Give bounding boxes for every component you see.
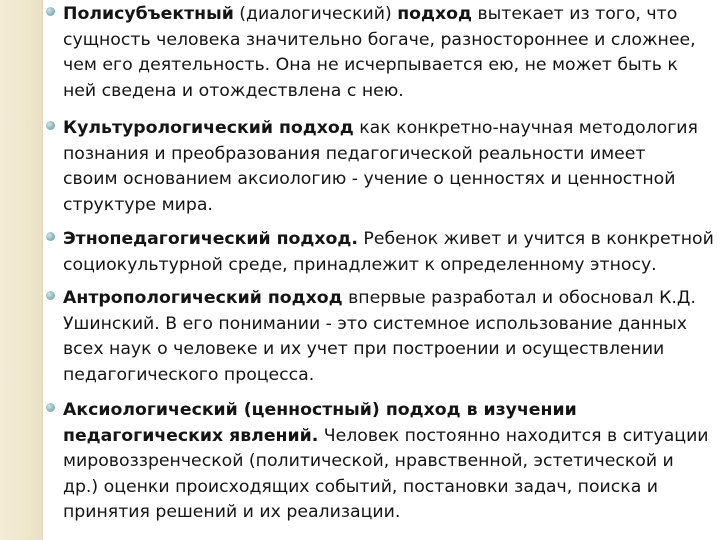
bold-text: Антропологический подход (63, 288, 343, 308)
bullet-item (63, 116, 715, 218)
body-text: сущность человека значительно богаче, разностороннее и сложнее, (63, 29, 696, 50)
text-line (63, 500, 715, 526)
decorative-side-strip (0, 0, 43, 540)
body-text: мировоззренческой (политической, нравственной, эстетической и (63, 451, 674, 471)
text-line (63, 167, 715, 193)
text-line (63, 337, 715, 363)
text-line (63, 2, 715, 28)
bullet-item (63, 286, 715, 388)
body-text: принятия решений и их реализации. (63, 502, 401, 522)
bold-text: педагогических явлений. (63, 425, 319, 446)
bold-text: Аксиологический (ценностный) подход в изучении (63, 400, 577, 420)
bullet-dot-icon (46, 403, 55, 412)
body-text: всех наук о человеке и их учет при построении и осуществлении (63, 339, 665, 359)
text-line (63, 53, 715, 79)
body-text: (диалогический) (233, 4, 398, 24)
text-line (63, 116, 715, 142)
bullet-item (63, 227, 715, 278)
text-line (63, 286, 715, 312)
text-line (63, 253, 715, 279)
bullet-item (63, 2, 715, 104)
bullet-dot-icon (46, 7, 55, 16)
text-line (63, 28, 715, 54)
bullet-item (63, 398, 715, 526)
text-line (63, 193, 715, 219)
body-text: познания и преобразования педагогической реальности имеет (63, 143, 646, 164)
body-text: Ушинский. В его понимании - это системное использование данных (63, 313, 688, 334)
body-text: структуре мира. (63, 194, 213, 215)
text-line (63, 398, 715, 424)
body-text: Человек постоянно находится в ситуации (318, 425, 709, 446)
body-text: др.) оценки происходящих событий, постановки задач, поиска и (63, 476, 659, 497)
bold-text: Этнопедагогический подход. (63, 229, 358, 249)
bold-text: подход (397, 4, 472, 24)
body-text: ней сведена и отождествлена с нею. (63, 80, 404, 101)
body-text: как конкретно-научная методология (353, 118, 698, 138)
text-line (63, 227, 715, 253)
slide-content (43, 0, 720, 540)
bullet-dot-icon (46, 291, 55, 300)
body-text: социокультурной среде, принадлежит к определенному этносу. (63, 254, 657, 275)
text-line (63, 142, 715, 168)
text-line (63, 363, 715, 389)
bold-text: Полисубъектный (63, 4, 234, 24)
body-text: чем его деятельность. Она не исчерпывается ею, не может быть к (63, 55, 678, 75)
body-text: Ребенок живет и учится в конкретной (357, 229, 714, 249)
bullet-dot-icon (46, 232, 55, 241)
body-text: педагогического процесса. (63, 364, 315, 385)
text-line (63, 449, 715, 475)
text-line (63, 312, 715, 338)
text-line (63, 424, 715, 450)
text-line (63, 475, 715, 501)
text-line (63, 79, 715, 105)
bullet-dot-icon (46, 121, 55, 130)
body-text: впервые разработал и обосновал К.Д. (342, 288, 696, 308)
body-text: своим основанием аксиологию - учение о ценностях и ценностной (63, 169, 676, 189)
body-text: вытекает из того, что (471, 4, 678, 24)
bold-text: Культурологический подход (63, 118, 354, 138)
